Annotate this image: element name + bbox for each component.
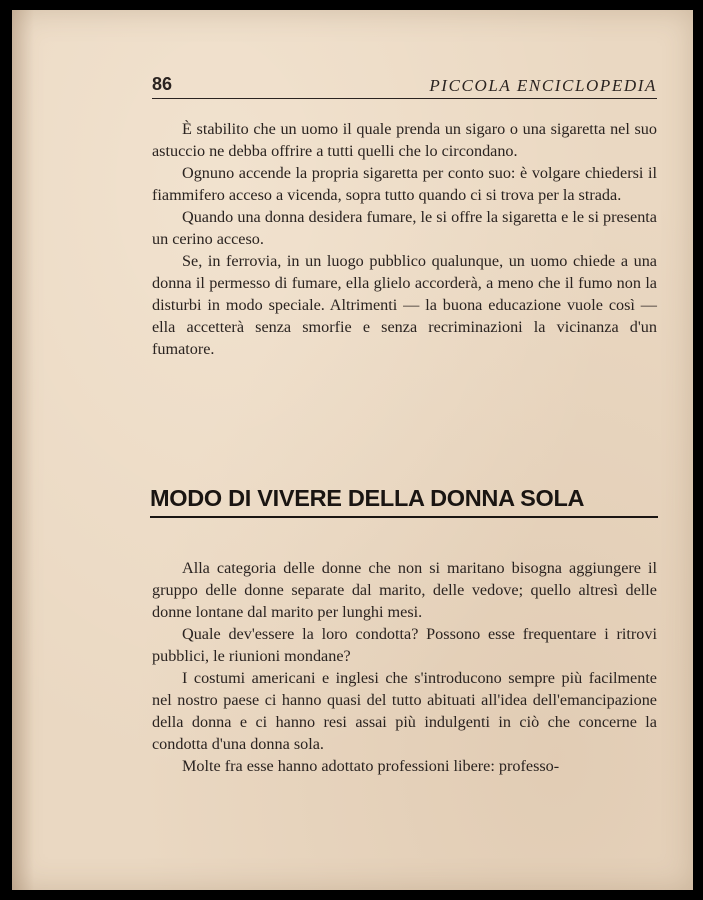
- page-header: [152, 74, 657, 99]
- paragraph: I costumi americani e inglesi che s'introducono sempre più facilmente nel nostro paese ci hanno quasi del tutto abituati all'idea dell'emancipazione della donna e ci hanno resi assai più indulgenti in ciò che concerne la condotta d'una donna sola.: [152, 669, 657, 753]
- smoking-etiquette-text: [152, 118, 657, 360]
- running-head: PICCOLA ENCICLOPEDIA: [429, 76, 657, 95]
- paragraph: È stabilito che un uomo il quale prenda un sigaro o una sigaretta nel suo astuccio ne debba offrire a tutti quelli che lo circondano.: [152, 120, 657, 160]
- page-number: 86: [152, 74, 173, 94]
- paragraph: Quale dev'essere la loro condotta? Possono esse frequentare i ritrovi pubblici, le riunioni mondane?: [152, 625, 657, 665]
- paragraph: Se, in ferrovia, in un luogo pubblico qualunque, un uomo chiede a una donna il permesso di fumare, ella glielo accorderà, a meno che il fumo non la disturbi in modo speciale. Altrimenti — la buona educazione vuole così — ella accetterà senza smorfie e senza recriminazioni la vicinanza d'un fumatore.: [152, 252, 657, 358]
- book-page: [12, 10, 693, 890]
- single-woman-text: [152, 557, 657, 777]
- section-heading: MODO DI VIVERE DELLA DONNA SOLA: [150, 480, 658, 518]
- paragraph: Molte fra esse hanno adottato professioni libere: professo-: [182, 757, 560, 775]
- paragraph: Alla categoria delle donne che non si maritano bisogna aggiungere il gruppo delle donne separate dal marito, delle vedove; quello altresì delle donne lontane dal marito per lunghi mesi.: [152, 559, 657, 621]
- paragraph: Quando una donna desidera fumare, le si offre la sigaretta e le si presenta un cerino acceso.: [152, 208, 657, 248]
- paragraph: Ognuno accende la propria sigaretta per conto suo: è volgare chiedersi il fiammifero acceso a vicenda, sopra tutto quando ci si trova per la strada.: [152, 164, 657, 204]
